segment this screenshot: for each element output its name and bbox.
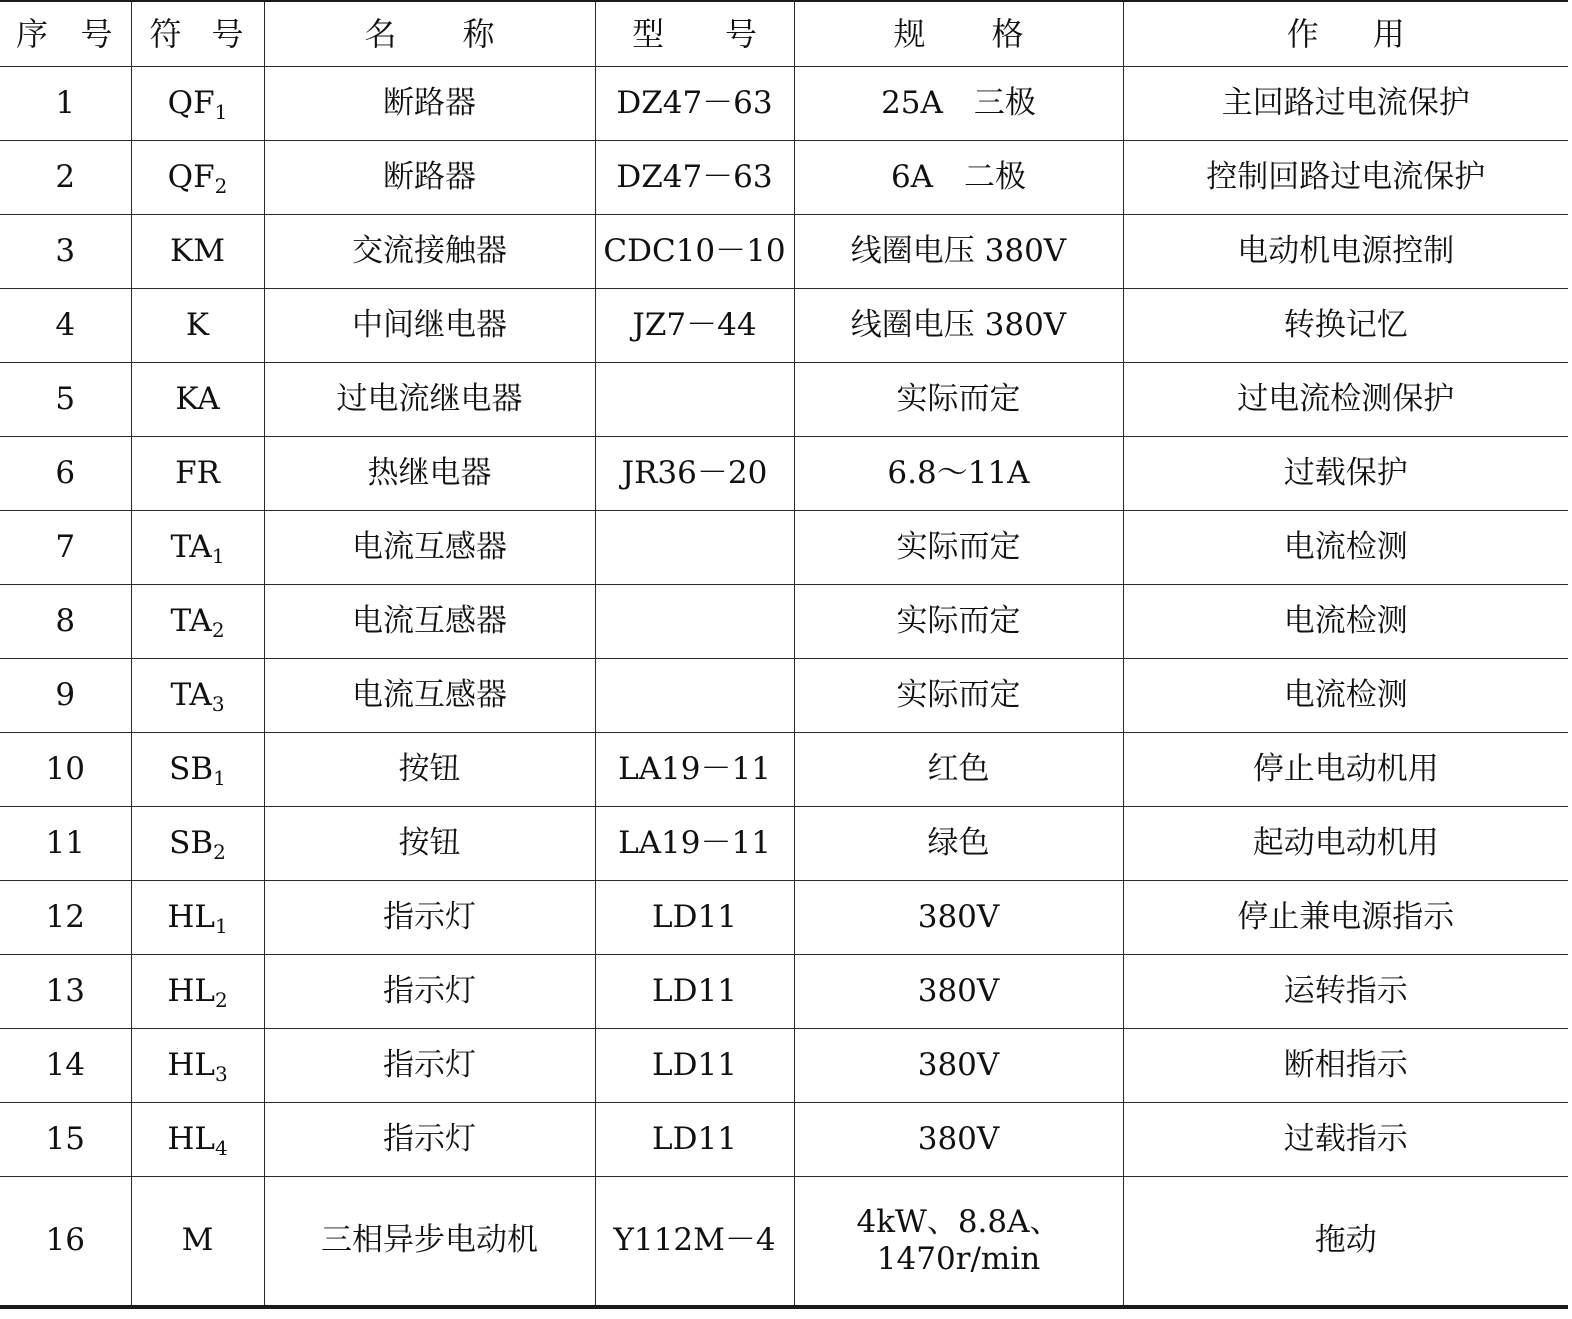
cell-spec: 实际而定: [794, 363, 1123, 437]
header-symbol-char-1: 符: [149, 14, 182, 53]
table-body: [0, 67, 1568, 1308]
cell-spec-line-2: 1470r/min: [876, 1241, 1041, 1277]
cell-function: 断相指示: [1123, 1029, 1568, 1103]
symbol-text: KM: [170, 232, 225, 269]
symbol-text: HL: [167, 898, 215, 935]
cell-name: 指示灯: [264, 955, 595, 1029]
header-spec: [794, 1, 1123, 67]
cell-model: JR36－20: [595, 437, 794, 511]
cell-spec: [794, 1177, 1123, 1308]
cell-seq: 2: [0, 141, 131, 215]
cell-symbol: [131, 215, 264, 289]
cell-model: LD11: [595, 1103, 794, 1177]
table-row: [0, 511, 1568, 585]
cell-name: 电流互感器: [264, 659, 595, 733]
cell-symbol: [131, 289, 264, 363]
header-function: [1123, 1, 1568, 67]
cell-symbol: [131, 881, 264, 955]
cell-model: JZ7－44: [595, 289, 794, 363]
cell-name: 按钮: [264, 807, 595, 881]
header-symbol: [131, 1, 264, 67]
cell-function: 拖动: [1123, 1177, 1568, 1308]
cell-function: 电流检测: [1123, 585, 1568, 659]
cell-model: LD11: [595, 955, 794, 1029]
symbol-text: TA: [170, 528, 212, 565]
header-model: [595, 1, 794, 67]
header-symbol-char-2: 号: [211, 14, 244, 53]
cell-seq: 8: [0, 585, 131, 659]
table-row: [0, 437, 1568, 511]
cell-function: 电动机电源控制: [1123, 215, 1568, 289]
symbol-text: K: [185, 306, 210, 343]
table-row: [0, 215, 1568, 289]
cell-seq: 5: [0, 363, 131, 437]
symbol-subscript: 1: [214, 99, 228, 124]
symbol-text: QF: [167, 84, 215, 121]
cell-function: 过载指示: [1123, 1103, 1568, 1177]
cell-seq: 11: [0, 807, 131, 881]
header-function-char-2: 用: [1372, 14, 1405, 53]
header-name: [264, 1, 595, 67]
header-name-char-1: 名: [364, 14, 397, 53]
cell-symbol: [131, 67, 264, 141]
table-row: [0, 1103, 1568, 1177]
table-header-row: [0, 1, 1568, 67]
cell-model: DZ47－63: [595, 67, 794, 141]
cell-function: 主回路过电流保护: [1123, 67, 1568, 141]
symbol-text: TA: [170, 676, 212, 713]
cell-spec: 380V: [794, 1103, 1123, 1177]
cell-model: [595, 511, 794, 585]
cell-model: CDC10－10: [595, 215, 794, 289]
cell-name: 电流互感器: [264, 511, 595, 585]
cell-spec: 绿色: [794, 807, 1123, 881]
cell-spec: 实际而定: [794, 659, 1123, 733]
symbol-subscript: 2: [211, 617, 225, 642]
cell-function: 停止兼电源指示: [1123, 881, 1568, 955]
cell-name: 交流接触器: [264, 215, 595, 289]
cell-function: 电流检测: [1123, 511, 1568, 585]
cell-seq: 14: [0, 1029, 131, 1103]
cell-symbol: [131, 437, 264, 511]
table-row: [0, 67, 1568, 141]
cell-spec: 6.8～11A: [794, 437, 1123, 511]
symbol-text: HL: [167, 1046, 215, 1083]
cell-symbol: [131, 733, 264, 807]
symbol-subscript: 3: [214, 1061, 228, 1086]
header-function-char-1: 作: [1286, 14, 1319, 53]
symbol-text: SB: [169, 750, 214, 787]
cell-symbol: [131, 141, 264, 215]
cell-spec: 6A 二极: [794, 141, 1123, 215]
symbol-text: KA: [175, 380, 220, 417]
cell-seq: 6: [0, 437, 131, 511]
symbol-subscript: 2: [214, 987, 228, 1012]
cell-spec: 实际而定: [794, 585, 1123, 659]
cell-symbol: [131, 955, 264, 1029]
cell-symbol: [131, 511, 264, 585]
cell-seq: 1: [0, 67, 131, 141]
cell-model: [595, 585, 794, 659]
symbol-subscript: 2: [213, 839, 226, 864]
cell-name: 按钮: [264, 733, 595, 807]
cell-name: 指示灯: [264, 1029, 595, 1103]
cell-model: [595, 363, 794, 437]
cell-model: [595, 659, 794, 733]
cell-spec: 红色: [794, 733, 1123, 807]
table-row: [0, 733, 1568, 807]
header-model-char-1: 型: [632, 14, 665, 53]
table-row: [0, 289, 1568, 363]
cell-function: 过电流检测保护: [1123, 363, 1568, 437]
cell-symbol: [131, 585, 264, 659]
table-row: [0, 1029, 1568, 1103]
cell-spec: 380V: [794, 1029, 1123, 1103]
cell-model: Y112M－4: [595, 1177, 794, 1308]
cell-model: DZ47－63: [595, 141, 794, 215]
symbol-subscript: 2: [214, 173, 228, 198]
cell-spec: 25A 三极: [794, 67, 1123, 141]
header-seq-char-2: 号: [80, 14, 113, 53]
cell-seq: 3: [0, 215, 131, 289]
cell-seq: 4: [0, 289, 131, 363]
cell-name: 断路器: [264, 67, 595, 141]
cell-symbol: [131, 1103, 264, 1177]
table-row: [0, 659, 1568, 733]
cell-symbol: [131, 1029, 264, 1103]
cell-spec: 380V: [794, 955, 1123, 1029]
cell-spec: 线圈电压 380V: [794, 289, 1123, 363]
table-row: [0, 141, 1568, 215]
symbol-text: HL: [167, 1120, 215, 1157]
header-model-char-2: 号: [724, 14, 757, 53]
cell-symbol: [131, 807, 264, 881]
cell-function: 起动电动机用: [1123, 807, 1568, 881]
cell-spec-line-1: 4kW、8.8A、: [856, 1203, 1061, 1240]
cell-model: LD11: [595, 881, 794, 955]
cell-function: 控制回路过电流保护: [1123, 141, 1568, 215]
cell-name: 过电流继电器: [264, 363, 595, 437]
symbol-subscript: 1: [214, 913, 228, 938]
cell-name: 指示灯: [264, 881, 595, 955]
cell-name: 指示灯: [264, 1103, 595, 1177]
cell-model: LD11: [595, 1029, 794, 1103]
cell-function: 过载保护: [1123, 437, 1568, 511]
cell-spec: 380V: [794, 881, 1123, 955]
cell-seq: 12: [0, 881, 131, 955]
cell-seq: 15: [0, 1103, 131, 1177]
symbol-subscript: 1: [213, 765, 226, 790]
symbol-subscript: 1: [211, 543, 225, 568]
header-spec-char-1: 规: [893, 14, 926, 53]
cell-model: LA19－11: [595, 733, 794, 807]
cell-seq: 7: [0, 511, 131, 585]
cell-name: 三相异步电动机: [264, 1177, 595, 1308]
table-row: [0, 807, 1568, 881]
table-row: [0, 363, 1568, 437]
cell-symbol: M: [131, 1177, 264, 1308]
cell-name: 热继电器: [264, 437, 595, 511]
header-seq-char-1: 序: [16, 14, 49, 53]
cell-function: 转换记忆: [1123, 289, 1568, 363]
cell-name: 断路器: [264, 141, 595, 215]
header-name-char-2: 称: [462, 14, 495, 53]
cell-name: 电流互感器: [264, 585, 595, 659]
cell-seq: 9: [0, 659, 131, 733]
table-row: [0, 585, 1568, 659]
cell-function: 停止电动机用: [1123, 733, 1568, 807]
cell-seq: 10: [0, 733, 131, 807]
symbol-text: TA: [170, 602, 212, 639]
table-row: [0, 955, 1568, 1029]
cell-seq: 16: [0, 1177, 131, 1308]
symbol-text: SB: [169, 824, 214, 861]
symbol-text: FR: [175, 454, 220, 491]
cell-symbol: [131, 363, 264, 437]
cell-spec: 实际而定: [794, 511, 1123, 585]
cell-seq: 13: [0, 955, 131, 1029]
header-seq: [0, 1, 131, 67]
cell-name: 中间继电器: [264, 289, 595, 363]
cell-function: 运转指示: [1123, 955, 1568, 1029]
symbol-subscript: 4: [214, 1135, 228, 1160]
table-row: [0, 881, 1568, 955]
symbol-text: QF: [167, 158, 215, 195]
header-spec-char-2: 格: [991, 14, 1024, 53]
table-row-16: [0, 1177, 1568, 1308]
symbol-subscript: 3: [211, 691, 225, 716]
cell-model: LA19－11: [595, 807, 794, 881]
cell-symbol: [131, 659, 264, 733]
cell-spec: 线圈电压 380V: [794, 215, 1123, 289]
symbol-text: HL: [167, 972, 215, 1009]
cell-function: 电流检测: [1123, 659, 1568, 733]
